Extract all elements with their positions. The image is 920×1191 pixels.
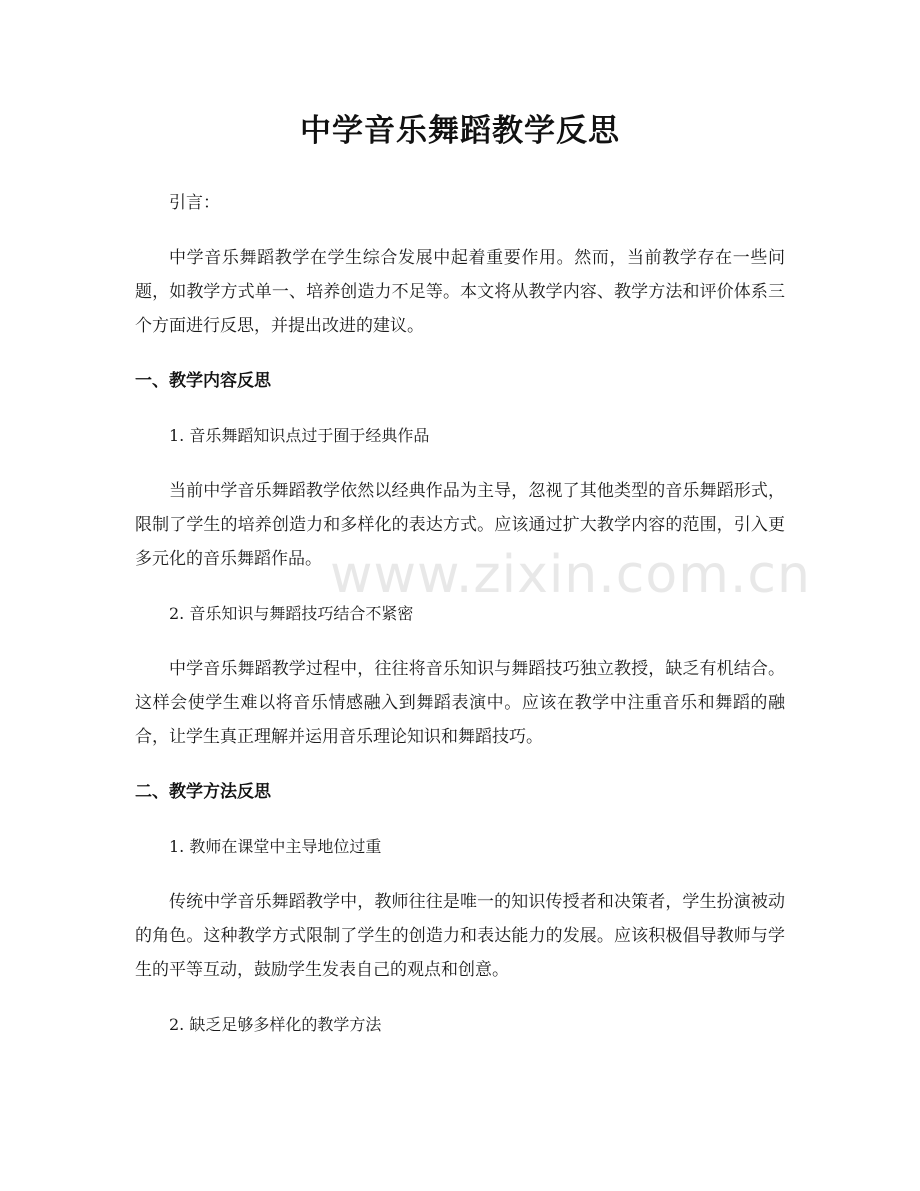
subsection-title-classic-works: 1. 音乐舞蹈知识点过于囿于经典作品: [169, 426, 430, 445]
section-heading-content: 一、教学内容反思: [135, 371, 271, 391]
paragraph-classic-works: 当前中学音乐舞蹈教学依然以经典作品为主导，忽视了其他类型的音乐舞蹈形式，限制了学生的培养创造力和多样化的表达方式。应该通过扩大教学内容的范围，引入更多元化的音乐舞蹈作品。: [135, 481, 785, 569]
intro-label: 引言：: [169, 193, 220, 213]
intro-paragraph: 中学音乐舞蹈教学在学生综合发展中起着重要作用。然而，当前教学存在一些问题，如教学方式单一、培养创造力不足等。本文将从教学内容、教学方法和评价体系三个方面进行反思，并提出改进的建议。: [135, 248, 785, 336]
paragraph-teacher-dominance: 传统中学音乐舞蹈教学中，教师往往是唯一的知识传授者和决策者，学生扮演被动的角色。这种教学方式限制了学生的创造力和表达能力的发展。应该积极倡导教师与学生的平等互动，鼓励学生发表自己的观点和创意。: [135, 892, 785, 980]
document-title: 中学音乐舞蹈教学反思: [300, 113, 620, 149]
subsection-title-music-dance-integration: 2. 音乐知识与舞蹈技巧结合不紧密: [169, 604, 414, 623]
document-body: [135, 186, 785, 1063]
section-heading-methods: 二、教学方法反思: [135, 782, 271, 802]
paragraph-music-dance-integration: 中学音乐舞蹈教学过程中，往往将音乐知识与舞蹈技巧独立教授，缺乏有机结合。这样会使学生难以将音乐情感融入到舞蹈表演中。应该在教学中注重音乐和舞蹈的融合，让学生真正理解并运用音乐理论知识和舞蹈技巧。: [135, 659, 785, 747]
subsection-title-teacher-dominance: 1. 教师在课堂中主导地位过重: [169, 837, 382, 856]
subsection-title-diverse-methods: 2. 缺乏足够多样化的教学方法: [169, 1015, 382, 1034]
watermark-text: www.zixin.com.cn: [330, 545, 811, 605]
